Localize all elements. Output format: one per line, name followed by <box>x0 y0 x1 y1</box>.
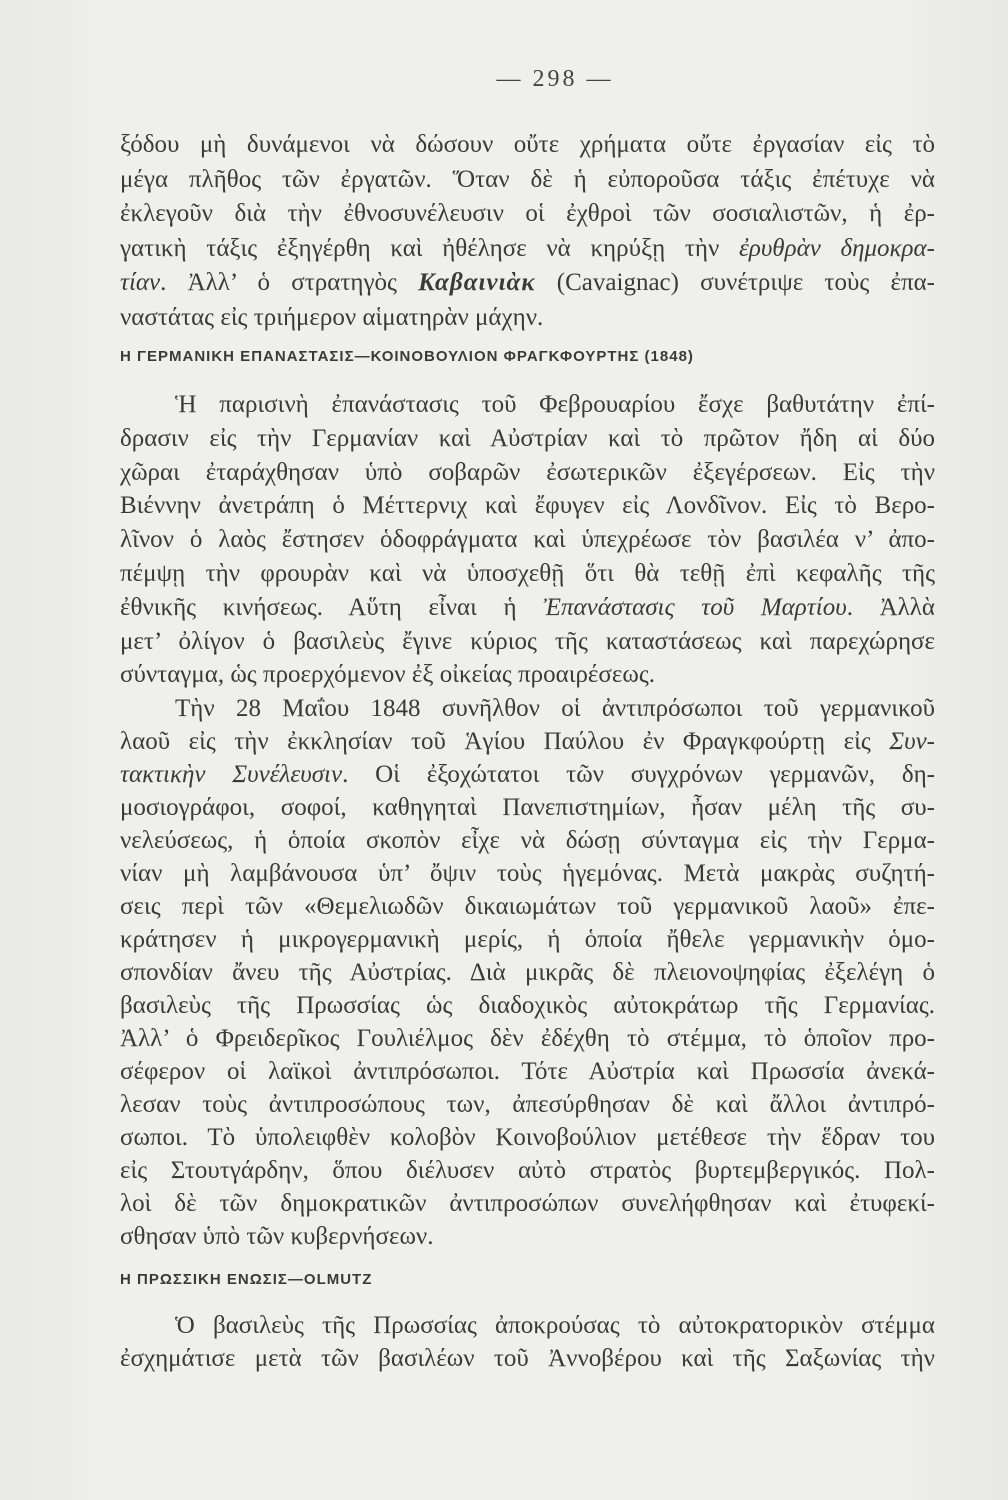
text-line: σπονδίαν ἄνευ τῆς Αὐστρίας. Διὰ μικρᾶς δὲ πλειονοψηφίας ἐξελέγη ὁ <box>120 959 935 986</box>
text-line: νίαν μὴ λαμβάνουσα ὑπ’ ὄψιν τοὺς ἡγεμόνας. Μετὰ μακρὰς συζητή- <box>120 860 935 887</box>
text-line: σθησαν ὑπὸ τῶν κυβερνήσεων. <box>120 1223 434 1250</box>
text-line: χῶραι ἐταράχθησαν ὑπὸ σοβαρῶν ἐσωτερικῶν ἐξεγέρσεων. Εἰς τὴν <box>120 458 935 486</box>
text-line: μοσιογράφοι, σοφοί, καθηγηταὶ Πανεπιστημίων, ἦσαν μέλη τῆς συ- <box>120 794 935 821</box>
italic-phrase: ἐρυθρὰν δημοκρα- <box>738 234 936 262</box>
text-line: πέμψῃ τὴν φρουρὰν καὶ νὰ ὑποσχεθῇ ὅτι θὰ τεθῇ ἐπὶ κεφαλῆς τῆς <box>120 559 935 587</box>
text-segment: . Οἱ ἐξοχώτατοι τῶν συγχρόνων γερμανῶν, δη- <box>342 761 936 788</box>
text-line: Ὁ βασιλεὺς τῆς Πρωσσίας ἀποκρούσας τὸ αὐτοκρατορικὸν στέμμα <box>175 1312 935 1339</box>
text-line: λεσαν τοὺς ἀντιπροσώπους των, ἀπεσύρθησαν δὲ καὶ ἄλλοι ἀντιπρό- <box>120 1091 935 1118</box>
text-line: μέγα πλῆθος τῶν ἐργατῶν. Ὅταν δὲ ἡ εὐποροῦσα τάξις ἐπέτυχε νὰ <box>120 165 935 193</box>
text-line: σύνταγμα, ὡς προερχόμενον ἐξ οἰκείας προαιρέσεως. <box>120 661 655 689</box>
text-line: Ἡ παρισινὴ ἐπανάστασις τοῦ Φεβρουαρίου ἔσχε βαθυτάτην ἐπί- <box>175 391 935 418</box>
text-line: ξόδου μὴ δυνάμενοι νὰ δώσουν οὔτε χρήματα οὔτε ἐργασίαν εἰς τὸ <box>120 131 935 158</box>
paragraph <box>120 128 935 336</box>
text-line <box>120 266 935 301</box>
section-heading: Η ΠΡΩΣΣΙΚΗ ΕΝΩΣΙΣ—OLMUTZ <box>120 1271 373 1288</box>
text-line <box>120 725 935 758</box>
text-line: εἰς Στουτγάρδην, ὅπου διέλυσεν αὐτὸ στρατὸς βυρτεμβεργικός. Πολ- <box>120 1157 935 1184</box>
italic-phrase: τίαν <box>120 269 161 297</box>
text-line: σωποι. Τὸ ὑπολειφθὲν κολοβὸν Κοινοβούλιον μετέθεσε τὴν ἕδραν του <box>120 1124 935 1151</box>
italic-phrase: Συν- <box>889 728 935 755</box>
text-line: Ἀλλ’ ὁ Φρειδερῖκος Γουλιέλμος δὲν ἐδέχθη τὸ στέμμα, τὸ ὁποῖον προ- <box>120 1025 935 1052</box>
text-line: ναστάτας εἰς τριήμερον αἱματηρὰν μάχην. <box>120 303 544 331</box>
text-line: μετ’ ὀλίγον ὁ βασιλεὺς ἔγινε κύριος τῆς καταστάσεως καὶ παρεχώρησε <box>120 627 935 655</box>
paragraph <box>120 692 935 1253</box>
text-line: νελεύσεως, ἡ ὁποία σκοπὸν εἶχε νὰ δώσῃ σύνταγμα εἰς τὴν Γερμα- <box>120 827 935 854</box>
paragraph <box>120 1309 935 1375</box>
text-line: Βιέννην ἀνετράπη ὁ Μέττερνιχ καὶ ἔφυγεν εἰς Λονδῖνον. Εἰς τὸ Βερο- <box>120 492 935 520</box>
text-line: βασιλεὺς τῆς Πρωσσίας ὡς διαδοχικὸς αὐτοκράτωρ τῆς Γερμανίας. <box>120 992 935 1019</box>
text-line <box>120 591 935 625</box>
section-heading: Η ΓΕΡΜΑΝΙΚΗ ΕΠΑΝΑΣΤΑΣΙΣ—ΚΟΙΝΟΒΟΥΛΙΟΝ ΦΡΑΓΚΦΟΥΡΤΗΣ (1848) <box>120 348 694 365</box>
text-segment: γατικὴ τάξις ἐξηγέρθη καὶ ἠθέλησε νὰ κηρύξῃ τὴν <box>120 234 739 262</box>
page-number: — 298 — <box>496 66 614 92</box>
italic-phrase: τακτικὴν Συνέλευσιν <box>120 761 343 788</box>
text-segment: λαοῦ εἰς τὴν ἐκκλησίαν τοῦ Ἁγίου Παύλου ἐν Φραγκφούρτῃ εἰς <box>120 728 890 755</box>
italic-phrase: Ἐπανάστασις τοῦ Μαρτίου <box>543 593 847 621</box>
bold-italic-name: Καβαινιὰκ <box>418 269 536 297</box>
text-line: κράτησεν ἡ μικρογερμανικὴ μερίς, ἡ ὁποία ἤθελε γερμανικὴν ὁμο- <box>120 926 935 953</box>
text-segment: (Cavaignac) συνέτριψε τοὺς ἐπα- <box>535 269 936 297</box>
text-segment: . Ἀλλὰ <box>846 593 935 621</box>
text-line: λῖνον ὁ λαὸς ἔστησεν ὁδοφράγματα καὶ ὑπεχρέωσε τὸν βασιλέα ν’ ἀπο- <box>120 526 935 554</box>
text-line: δρασιν εἰς τὴν Γερμανίαν καὶ Αὐστρίαν καὶ τὸ πρῶτον ἤδη αἱ δύο <box>120 424 935 452</box>
text-line: σέφερον οἱ λαϊκοὶ ἀντιπρόσωποι. Τότε Αὐστρία καὶ Πρωσσία ἀνεκά- <box>120 1058 935 1085</box>
paragraph <box>120 388 935 692</box>
text-line: λοὶ δὲ τῶν δημοκρατικῶν ἀντιπροσώπων συνελήφθησαν καὶ ἐτυφεκί- <box>120 1190 935 1217</box>
text-segment: . Ἀλλ’ ὁ στρατηγὸς <box>160 269 419 297</box>
text-line <box>120 758 935 791</box>
text-line <box>120 232 935 267</box>
text-line: ἐσχημάτισε μετὰ τῶν βασιλέων τοῦ Ἀννοβέρου καὶ τῆς Σαξωνίας τὴν <box>120 1345 935 1372</box>
text-segment: ἐθνικῆς κινήσεως. Αὕτη εἶναι ἡ <box>120 593 544 621</box>
text-line: Τὴν 28 Μαΐου 1848 συνῆλθον οἱ ἀντιπρόσωποι τοῦ γερμανικοῦ <box>175 695 935 722</box>
text-line: ἐκλεγοῦν διὰ τὴν ἐθνοσυνέλευσιν οἱ ἐχθροὶ τῶν σοσιαλιστῶν, ἡ ἐρ- <box>120 200 935 228</box>
text-line: σεις περὶ τῶν «Θεμελιωδῶν δικαιωμάτων τοῦ γερμανικοῦ λαοῦ» ἐπε- <box>120 893 935 920</box>
